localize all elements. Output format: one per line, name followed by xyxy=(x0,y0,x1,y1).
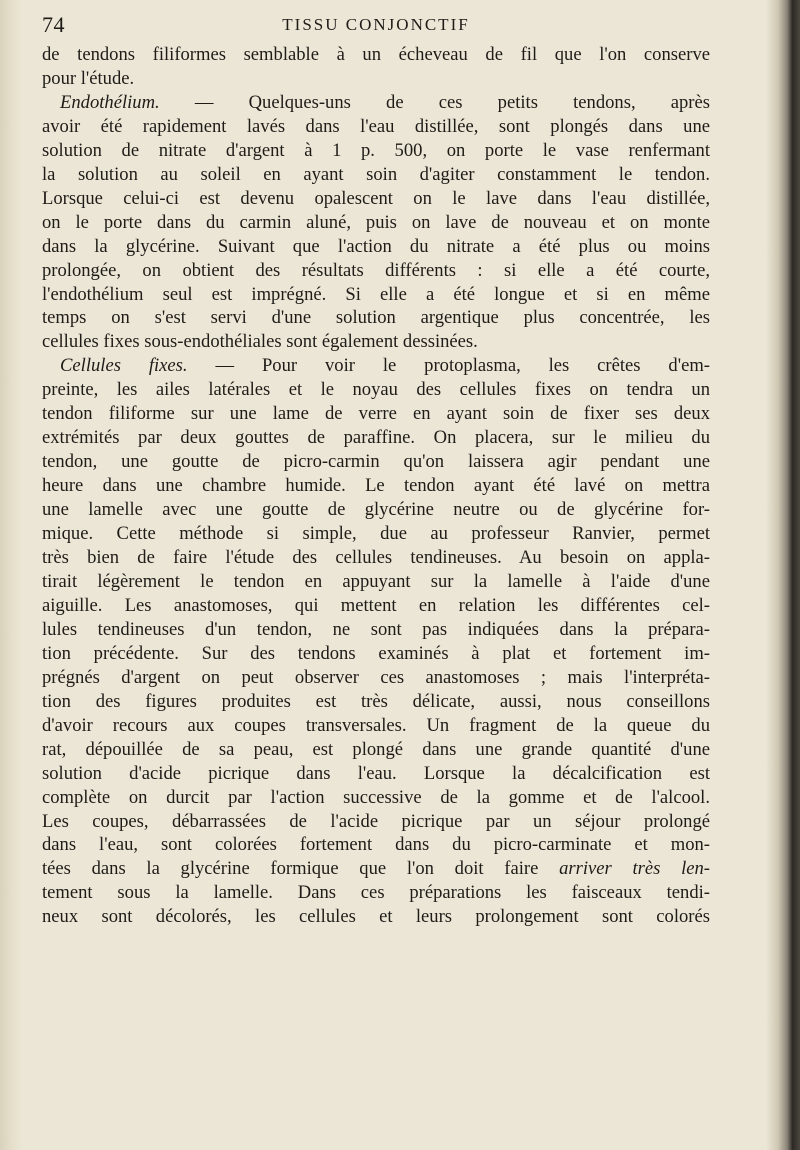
text-line: tendon, une goutte de picro-carmin qu'on laissera agir pendant une xyxy=(42,451,710,473)
text-line: très bien de faire l'étude des cellules tendineuses. Au besoin on appla- xyxy=(42,547,710,569)
text-line: neux sont décolorés, les cellules et leurs prolongement sont colorés xyxy=(42,906,710,928)
page-left-shadow xyxy=(0,0,22,1150)
text-line: mique. Cette méthode si simple, due au professeur Ranvier, permet xyxy=(42,523,710,545)
body-text xyxy=(42,43,710,929)
book-binding-edge xyxy=(766,0,800,1150)
text-line: pour l'étude. xyxy=(42,67,135,89)
italic-phrase: arriver très len- xyxy=(559,858,710,880)
text-line: d'avoir recours aux coupes transversales. Un fragment de la queue du xyxy=(42,714,710,736)
text-line: temps on s'est servi d'une solution argentique plus concentrée, les xyxy=(42,307,710,329)
text-line: dans l'eau, sont colorées fortement dans du picro-carminate et mon- xyxy=(42,834,710,856)
text-line: preinte, les ailes latérales et le noyau des cellules fixes on tendra un xyxy=(42,379,710,401)
text-line: solution d'acide picrique dans l'eau. Lorsque la décalcification est xyxy=(42,762,710,784)
text-line: cellules fixes sous-endothéliales sont également dessinées. xyxy=(42,331,478,353)
text-line: prolongée, on obtient des résultats différents : si elle a été courte, xyxy=(42,259,710,281)
text-fragment: tées dans la glycérine formique que l'on doit faire xyxy=(42,858,539,880)
text-line: Les coupes, débarrassées de l'acide picrique par un séjour prolongé xyxy=(42,810,710,832)
page-header xyxy=(42,12,710,38)
text-line: tendon filiforme sur une lame de verre en ayant soin de fixer ses deux xyxy=(42,403,710,425)
text-line: tement sous la lamelle. Dans ces préparations les faisceaux tendi- xyxy=(42,882,710,904)
text-line: dans la glycérine. Suivant que l'action du nitrate a été plus ou moins xyxy=(42,235,710,257)
text-line: rat, dépouillée de sa peau, est plongé dans une grande quantité d'une xyxy=(42,738,710,760)
text-line: complète on durcit par l'action successive de la gomme et de l'alcool. xyxy=(42,786,710,808)
text-line: la solution au soleil en ayant soin d'agiter constamment le tendon. xyxy=(42,163,710,185)
text-line: avoir été rapidement lavés dans l'eau distillée, sont plongés dans une xyxy=(42,115,710,137)
text-line: on le porte dans du carmin aluné, puis on lave de nouveau et on monte xyxy=(42,211,710,233)
text-line: extrémités par deux gouttes de paraffine. On placera, sur le milieu du xyxy=(42,427,710,449)
text-line: Lorsque celui-ci est devenu opalescent on le lave dans l'eau distillée, xyxy=(42,187,710,209)
text-line: tion précédente. Sur des tendons examinés à plat et fortement im- xyxy=(42,642,710,664)
text-line: lules tendineuses d'un tendon, ne sont pas indiquées dans la prépara- xyxy=(42,618,710,640)
text-fragment: — Pour voir le protoplasma, les crêtes d'em- xyxy=(215,355,710,377)
text-line: de tendons filiformes semblable à un écheveau de fil que l'on conserve xyxy=(42,44,710,65)
text-line: tirait légèrement le tendon en appuyant sur la lamelle à l'aide d'une xyxy=(42,570,710,592)
text-line: tion des figures produites est très délicate, aussi, nous conseillons xyxy=(42,690,710,712)
text-line: heure dans une chambre humide. Le tendon ayant été lavé on mettra xyxy=(42,475,710,497)
text-line: aiguille. Les anastomoses, qui mettent en relation les différentes cel- xyxy=(42,594,710,616)
text-line: solution de nitrate d'argent à 1 p. 500, on porte le vase renfermant xyxy=(42,139,710,161)
text-fragment: — Quelques-uns de ces petits tendons, après xyxy=(194,91,710,113)
text-line: l'endothélium seul est imprégné. Si elle a été longue et si en même xyxy=(42,283,710,305)
section-heading-cellules-fixes: Cellules fixes. xyxy=(60,355,188,377)
text-line xyxy=(42,857,710,881)
text-line xyxy=(42,354,710,378)
section-heading-endothelium: Endothélium. xyxy=(60,91,160,113)
text-line: une lamelle avec une goutte de glycérine neutre ou de glycérine for- xyxy=(42,499,710,521)
page-number: 74 xyxy=(42,12,65,37)
text-line: prégnés d'argent on peut observer ces anastomoses ; mais l'interpréta- xyxy=(42,666,710,688)
text-line xyxy=(42,91,710,115)
running-head: TISSU CONJONCTIF xyxy=(282,15,470,34)
